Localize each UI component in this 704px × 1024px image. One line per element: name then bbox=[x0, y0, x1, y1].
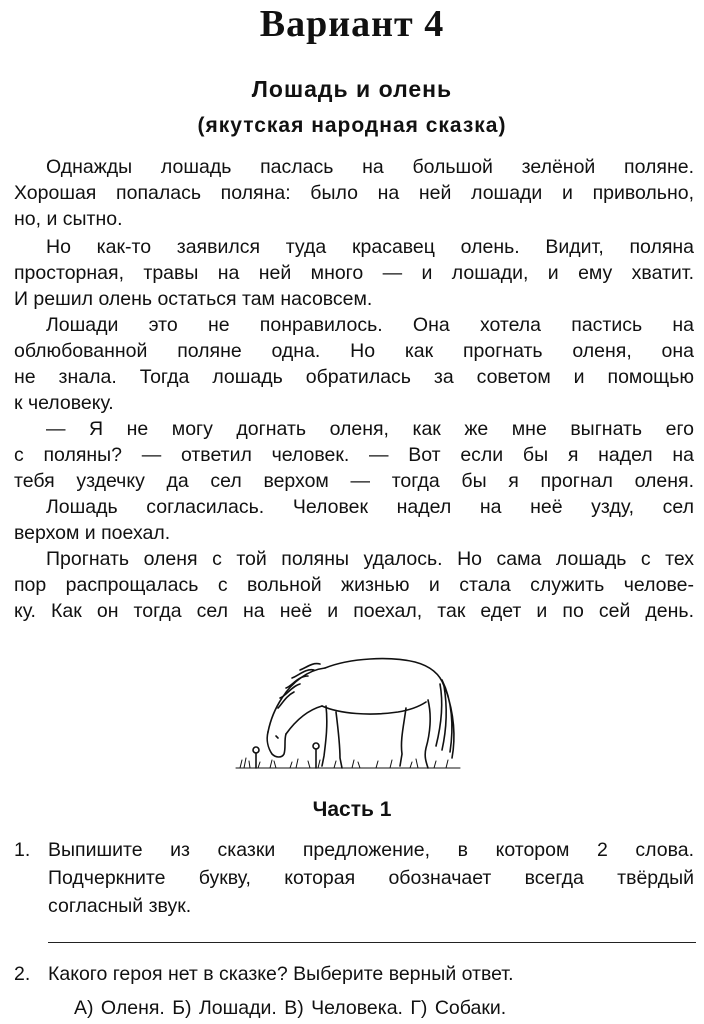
task-question: Какого героя нет в сказке? Выберите верный ответ. bbox=[48, 963, 514, 985]
answer-line[interactable] bbox=[48, 942, 696, 943]
story-line: Прогнать оленя с той поляны удалось. Но сама лошадь с тех bbox=[46, 548, 694, 570]
story-line: Хорошая попалась поляна: было на ней лошади и привольно, bbox=[14, 182, 694, 204]
variant-title: Вариант 4 bbox=[259, 3, 445, 45]
story-title: Лошадь и олень bbox=[251, 76, 453, 102]
task-2 bbox=[14, 960, 694, 988]
story-line: но, и сытно. bbox=[14, 208, 123, 230]
story-line: Но как-то заявился туда красавец олень. Видит, поляна bbox=[46, 236, 694, 258]
task-1 bbox=[14, 836, 694, 920]
story-paragraph-1 bbox=[14, 154, 694, 232]
story-line: с поляны? — ответил человек. — Вот если бы я надел на bbox=[14, 444, 694, 466]
story-subtitle: (якутская народная сказка) bbox=[197, 114, 507, 137]
story-paragraph-5 bbox=[14, 494, 694, 546]
story-line: — Я не могу догнать оленя, как же мне выгнать его bbox=[46, 418, 694, 440]
task-text-line: Выпишите из сказки предложение, в котором 2 слова. bbox=[48, 839, 694, 861]
part-title: Часть 1 bbox=[312, 798, 392, 821]
story-line: к человеку. bbox=[14, 392, 114, 414]
grazing-horse-illustration bbox=[230, 640, 470, 780]
story-line: просторная, травы на ней много — и лошади, и ему хватит. bbox=[14, 262, 694, 284]
task-text-line: Подчеркните букву, которая обозначает всегда твёрдый bbox=[48, 867, 694, 889]
story-paragraph-2 bbox=[14, 234, 694, 312]
task-number: 2. bbox=[14, 963, 31, 985]
task-text-line: согласный звук. bbox=[48, 895, 192, 917]
story-line: Лошади это не понравилось. Она хотела пастись на bbox=[46, 314, 694, 336]
story-line: И решил олень остаться там насовсем. bbox=[14, 288, 373, 310]
story-line: Лошадь согласилась. Человек надел на неё узду, сел bbox=[46, 496, 694, 518]
story-line: не знала. Тогда лошадь обратилась за советом и помощью bbox=[14, 366, 694, 388]
story-paragraph-6 bbox=[14, 546, 694, 624]
task-number: 1. bbox=[14, 839, 31, 861]
story-line: облюбованной поляне одна. Но как прогнать оленя, она bbox=[14, 340, 694, 362]
story-paragraph-4 bbox=[14, 416, 694, 494]
story-paragraph-3 bbox=[14, 312, 694, 416]
story-line: тебя уздечку да сел верхом — тогда бы я прогнал оленя. bbox=[14, 470, 694, 492]
story-line: Однажды лошадь паслась на большой зелёной поляне. bbox=[46, 156, 694, 178]
story-line: пор распрощалась с вольной жизнью и стала служить челове- bbox=[14, 574, 694, 596]
story-line: ку. Как он тогда сел на неё и поехал, так едет и по сей день. bbox=[14, 600, 694, 622]
story-line: верхом и поехал. bbox=[14, 522, 171, 544]
answer-options[interactable]: А) Оленя. Б) Лошади. В) Человека. Г) Собаки. bbox=[74, 997, 507, 1019]
